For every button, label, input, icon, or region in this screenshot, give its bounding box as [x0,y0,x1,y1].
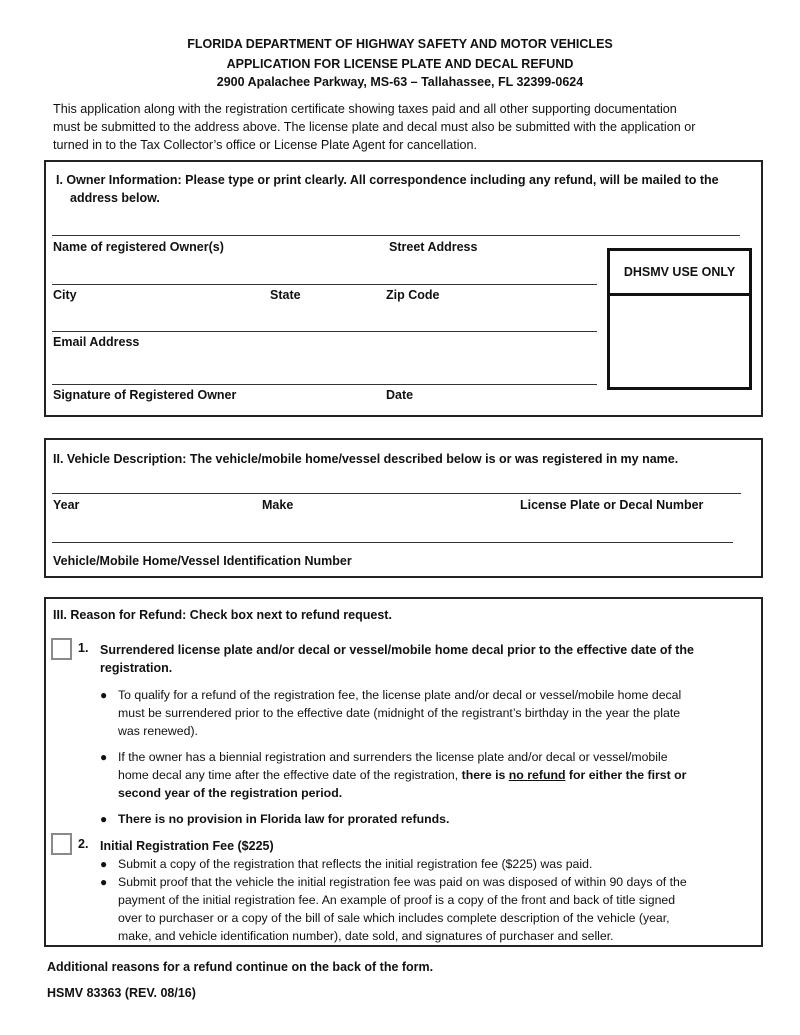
street-address-label: Street Address [389,240,478,254]
bullet-emphasis: for either the first or [565,768,687,782]
signature-line[interactable] [52,384,597,385]
bullet-text: Submit a copy of the registration that reflects the initial registration fee ($225) was paid. [118,857,593,871]
intro-paragraph [53,100,753,154]
bullet-line: was renewed). [118,724,198,738]
option-2-bullet-1 [100,855,593,873]
agency-name: FLORIDA DEPARTMENT OF HIGHWAY SAFETY AND MOTOR VEHICLES [187,37,613,51]
signature-label: Signature of Registered Owner [53,388,237,402]
bullet-line: make, and vehicle identification number), date sold, and signatures of purchaser and seller. [118,929,614,943]
bullet-line: If the owner has a biennial registration and surrenders the license plate and/or decal or vessel/mobile [118,750,668,764]
dhsmv-use-only-label: DHSMV USE ONLY [610,251,749,296]
zip-code-label: Zip Code [386,288,440,302]
bullet-line: over to purchaser or a copy of the bill of sale which includes complete description of the vehicle (year, [118,911,670,925]
refund-option-1-checkbox[interactable] [51,638,72,660]
vin-label: Vehicle/Mobile Home/Vessel Identification Number [53,554,352,568]
no-refund-emphasis: no refund [508,768,566,782]
option-1-label-line: Surrendered license plate and/or decal or vessel/mobile home decal prior to the effective date of the [100,643,694,657]
bullet-icon: ● [100,688,108,702]
city-state-zip-line[interactable] [52,284,597,285]
date-label: Date [386,388,414,402]
section3-title: III. Reason for Refund: Check box next to refund request. [53,608,392,622]
bullet-line: must be surrendered prior to the effective date (midnight of the registrant’s birthday in the year the plate [118,706,681,720]
city-label: City [53,288,77,302]
option-2-number: 2. [78,837,89,851]
bullet-icon: ● [100,812,108,826]
bullet-line: Submit proof that the vehicle the initial registration fee was paid on was disposed of within 90 days of the [118,875,687,889]
option-2-bullet-2 [100,873,687,945]
bullet-line: second year of the registration period. [118,786,343,800]
form-number: HSMV 83363 (REV. 08/16) [47,986,196,1000]
agency-address: 2900 Apalachee Parkway, MS-63 – Tallahassee, FL 32399-0624 [216,75,584,89]
option-1-label [100,641,694,677]
section2-title: II. Vehicle Description: The vehicle/mobile home/vessel described below is or was registered in my name. [53,452,679,466]
dhsmv-use-only-box [607,248,752,390]
option-1-bullet-2 [100,748,687,802]
section1-title [56,171,719,207]
footer-note: Additional reasons for a refund continue on the back of the form. [47,960,434,974]
email-label: Email Address [53,335,140,349]
intro-line: This application along with the registration certificate showing taxes paid and all other supporting documentation [53,102,677,116]
bullet-text: There is no provision in Florida law for prorated refunds. [118,812,450,826]
section1-title-line: I. Owner Information: Please type or print clearly. All correspondence including any refund, will be mailed to the [56,173,719,187]
bullet-line [118,766,686,784]
option-1-bullet-3 [100,810,450,828]
bullet-icon: ● [100,875,108,889]
option-1-bullet-1 [100,686,682,740]
refund-option-2-checkbox[interactable] [51,833,72,855]
option-1-label-line: registration. [100,661,173,675]
owner-name-line[interactable] [52,235,740,236]
bullet-text: home decal any time after the effective date of the registration, [118,768,462,782]
vin-line[interactable] [52,542,733,543]
make-label: Make [262,498,294,512]
form-title: APPLICATION FOR LICENSE PLATE AND DECAL REFUND [226,57,574,71]
intro-line: turned in to the Tax Collector’s office or License Plate Agent for cancellation. [53,138,478,152]
intro-line: must be submitted to the address above. The license plate and decal must also be submitted with the application or [53,120,696,134]
state-label: State [270,288,301,302]
email-line[interactable] [52,331,597,332]
option-1-number: 1. [78,641,89,655]
license-plate-label: License Plate or Decal Number [520,498,704,512]
year-label: Year [53,498,80,512]
bullet-icon: ● [100,750,108,764]
option-2-label: Initial Registration Fee ($225) [100,839,274,853]
year-make-plate-line[interactable] [52,493,741,494]
section1-title-line: address below. [70,191,160,205]
owner-name-label: Name of registered Owner(s) [53,240,224,254]
bullet-line: To qualify for a refund of the registration fee, the license plate and/or decal or vessel/mobile home decal [118,688,682,702]
bullet-icon: ● [100,857,108,871]
bullet-line: payment of the initial registration fee. An example of proof is a copy of the front and back of title signed [118,893,676,907]
bullet-emphasis: there is [461,768,509,782]
